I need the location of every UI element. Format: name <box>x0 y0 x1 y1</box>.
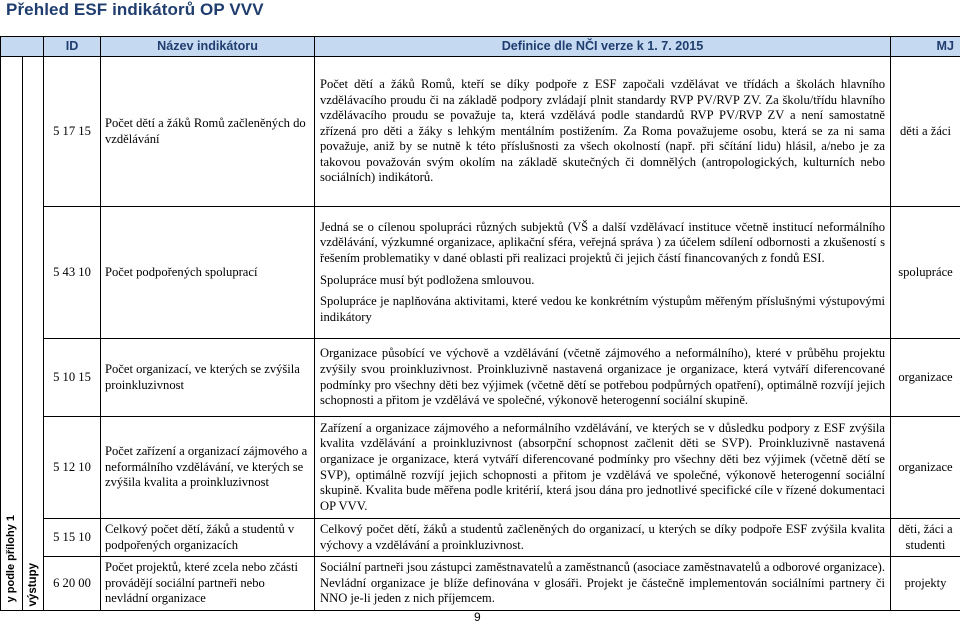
table-row <box>1 207 960 339</box>
definition-paragraph: Spolupráce je naplňována aktivitami, které vedou ke konkrétním výstupům měřeným příslušnými výstupovými indikátory <box>320 294 885 324</box>
indicator-id: 5 43 10 <box>44 207 101 339</box>
indicator-definition <box>315 207 891 339</box>
definition-paragraph: Organizace působící ve výchově a vzdělávání (včetně zájmového a neformálního), které v průběhu projektu zvýšily svou proinkluzivnost. Proinkluzivně nastavená organizace je organizace, která vytváří diferencované podmínky pro všechny děti bez výjimek (včetně dětí se potřebou podpůrných opatření), optimálně rozvíjí jejich schopnosti a přitom je vzdělává ve společné, výkonově heterogenní sociální skupině. <box>320 346 885 408</box>
side-group-label: y podle přílohy 1 <box>5 514 18 602</box>
header-blank <box>1 37 44 57</box>
indicator-name: Počet projektů, které zcela nebo zčásti provádějí sociální partneři nebo nevládní organizace <box>101 557 315 611</box>
indicator-definition <box>315 339 891 417</box>
page-title: Přehled ESF indikátorů OP VVV <box>6 0 264 19</box>
side-label: výstupy <box>27 562 39 606</box>
indicator-id: 5 10 15 <box>44 339 101 417</box>
indicator-id: 5 12 10 <box>44 417 101 519</box>
group-column <box>1 57 23 611</box>
header-name: Název indikátoru <box>101 37 315 57</box>
indicator-definition <box>315 57 891 207</box>
header-unit: MJ <box>891 37 960 57</box>
definition-paragraph: Zařízení a organizace zájmového a neformálního vzdělávání, ve kterých se v důsledku podpory z ESF zvýšila kvalita vzdělávání a proinkluzivnost (absorpční schopnost začlenit děti se SVP). Proinkluzivně nastavená organizace je organizace, která vytváří diferencované podmínky pro všechny děti bez výjimek (včetně dětí se SVP), optimálně rozvíjí jejich schopnosti a přitom je vzdělává ve společné, výkonově heterogenní sociální skupině. Kvalita bude měřena podle kritérií, která jsou dána pro jednotlivé specifické cíle v řízené dokumentaci OP VVV. <box>320 420 885 513</box>
definition-paragraph: Celkový počet dětí, žáků a studentů začleněných do organizací, u kterých se díky podpoře ESF zvýšila kvalita výchovy a vzdělávání a proinkluzivnost. <box>320 521 885 552</box>
indicator-unit: děti a žáci <box>891 57 960 207</box>
indicator-id: 5 17 15 <box>44 57 101 207</box>
page-number: 9 <box>474 610 481 624</box>
indicator-name: Počet zařízení a organizací zájmového a neformálního vzdělávání, ve kterých se zvýšila kvalita a proinkluzivnost <box>101 417 315 519</box>
table-row <box>1 57 960 207</box>
indicator-name: Počet organizací, ve kterých se zvýšila proinkluzivnost <box>101 339 315 417</box>
header-id: ID <box>44 37 101 57</box>
definition-paragraph: Sociální partneři jsou zástupci zaměstnavatelů a zaměstnanců (asociace zaměstnavatelů a odborové organizace). Nevládní organizace je blíže definována v glosáři. Projekt je částečně implementován sociálními partnery či NNO je-li jeden z nich příjemcem. <box>320 560 885 606</box>
table-row <box>1 417 960 519</box>
indicator-name: Celkový počet dětí, žáků a studentů v podpořených organizacích <box>101 519 315 557</box>
definition-paragraph: Jedná se o cílenou spolupráci různých subjektů (VŠ a další vzdělávací instituce včetně institucí neformálního vzdělávání, výzkumné organizace, aplikační sféra, veřejná správa ) za účelem sdílení odbornosti a zkušeností s řešením problematiky v dané oblasti při realizaci projektů či jejich částí financovaných z fondů ESI. <box>320 219 885 265</box>
indicator-definition <box>315 417 891 519</box>
indicator-definition <box>315 519 891 557</box>
indicator-unit: organizace <box>891 417 960 519</box>
table-row <box>1 339 960 417</box>
indicator-unit: organizace <box>891 339 960 417</box>
indicator-unit: děti, žáci a studenti <box>891 519 960 557</box>
table-row <box>1 519 960 557</box>
indicator-id: 6 20 00 <box>44 557 101 611</box>
indicator-unit: projekty <box>891 557 960 611</box>
indicator-unit: spolupráce <box>891 207 960 339</box>
indicator-definition <box>315 557 891 611</box>
category-column <box>23 57 44 611</box>
indicator-id: 5 15 10 <box>44 519 101 557</box>
definition-paragraph: Počet dětí a žáků Romů, kteří se díky podpoře z ESF započali vzdělávat ve třídách a školách hlavního vzdělávacího proudu či na základě podpory zvládají plnit standardy RVP PV/RVP ZV. Za školu/třídu hlavního vzdělávacího proudu se považuje ta, která vzdělává podle standardů RVP PV/RVP ZV a není samostatně zřízená pro děti a žáky s lehkým mentálním postižením. Za Roma považujeme osobu, která se za ni sama považuje, aniž by se nutně k této příslušnosti za všech okolností (např. při sčítání lidu) hlásil, a/nebo je za takovou považován svým okolím na základě skutečných či domnělých (antropologických, kulturních nebo sociálních) indikátorů. <box>320 76 885 185</box>
indicator-name: Počet dětí a žáků Romů začleněných do vzdělávání <box>101 57 315 207</box>
table-header-row <box>1 37 960 57</box>
indicator-name: Počet podpořených spoluprací <box>101 207 315 339</box>
indicator-table <box>0 36 960 611</box>
table-row <box>1 557 960 611</box>
header-definition: Definice dle NČI verze k 1. 7. 2015 <box>315 37 891 57</box>
definition-paragraph: Spolupráce musí být podložena smlouvou. <box>320 272 535 287</box>
